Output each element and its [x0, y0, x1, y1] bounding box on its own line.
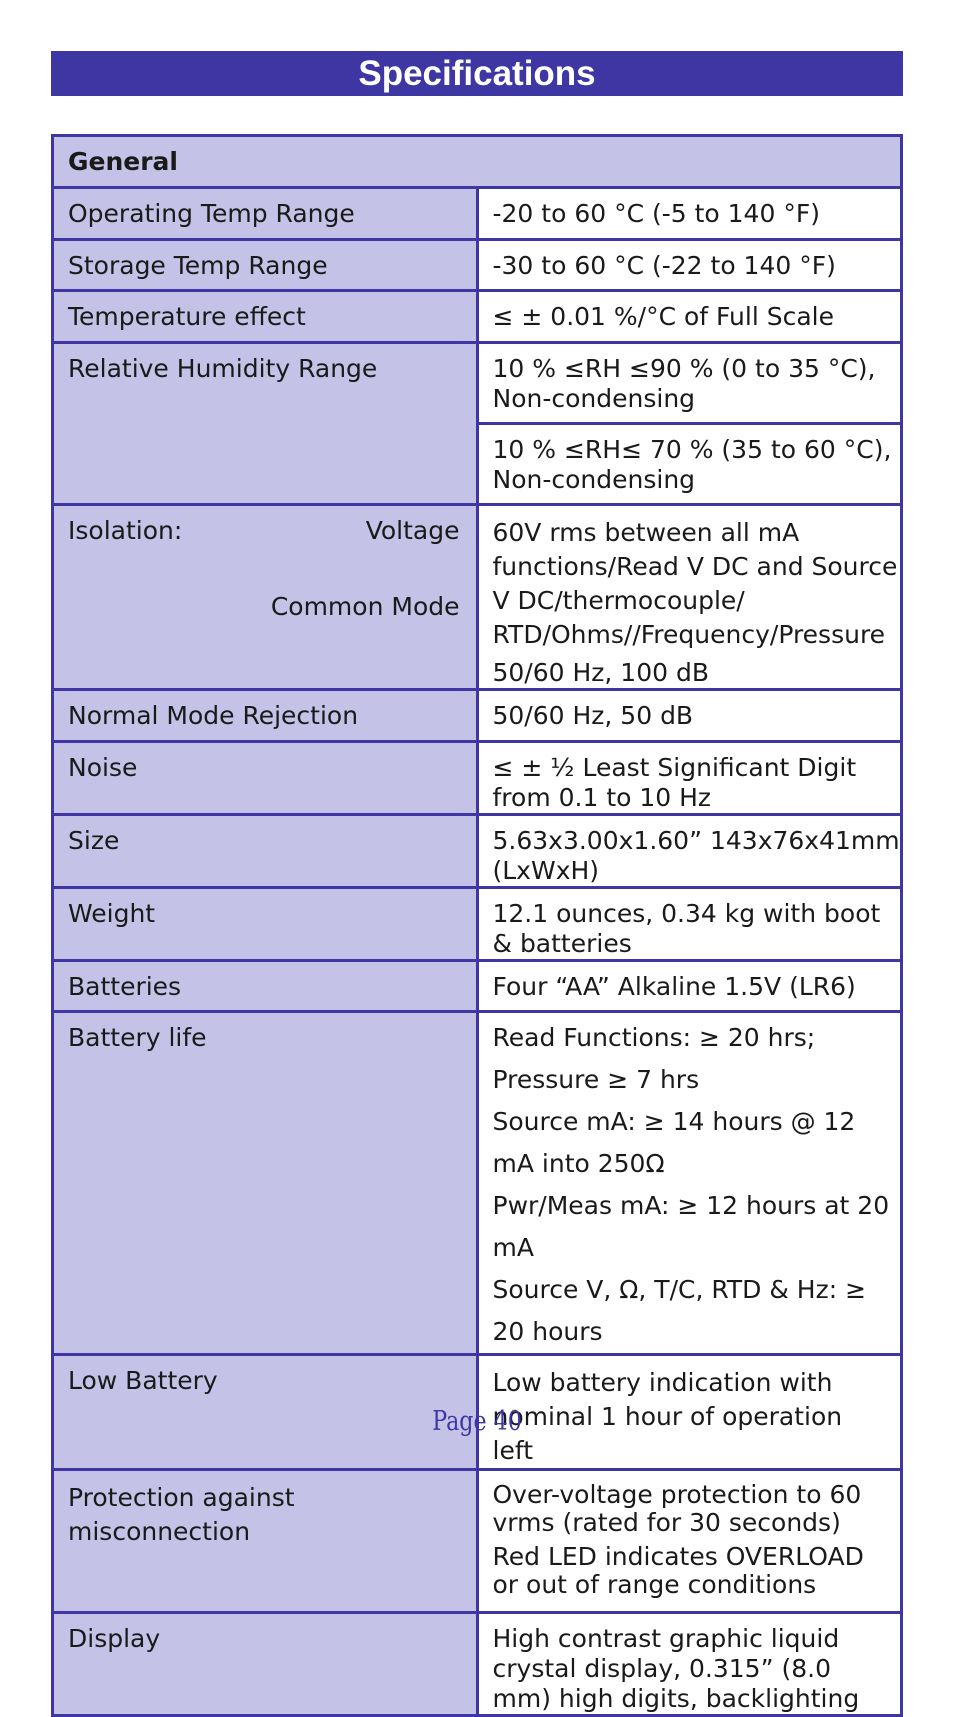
spec-value: 50/60 Hz, 50 dB — [477, 690, 902, 742]
spec-value: 10 % ≤RH ≤90 % (0 to 35 °C), Non-condensing — [477, 343, 902, 424]
table-row — [53, 1012, 902, 1355]
protection-value-1: Over-voltage protection to 60 vrms (rated for 30 seconds) — [492, 1480, 862, 1537]
spec-label: Temperature effect — [53, 291, 478, 343]
spec-label: Low Battery — [53, 1355, 478, 1470]
battery-life-line: Read Functions: ≥ 20 hrs; Pressure ≥ 7 hrs — [492, 1023, 816, 1094]
table-row — [53, 690, 902, 742]
page-number: Page 40 — [432, 1406, 522, 1437]
voltage-value: 60V rms between all mA functions/Read V DC and Source V DC/thermocouple/ RTD/Ohms//Frequency/Pressure — [492, 518, 898, 649]
spec-label: Relative Humidity Range — [53, 343, 478, 505]
isolation-value-cell — [477, 505, 902, 690]
spec-value: Low battery indication with nominal 1 hour of operation left — [477, 1355, 902, 1470]
spec-value: 12.1 ounces, 0.34 kg with boot & batteries — [477, 888, 902, 961]
protection-value-cell — [477, 1470, 902, 1613]
spec-label: Normal Mode Rejection — [53, 690, 478, 742]
spec-label: Size — [53, 815, 478, 888]
table-row — [53, 188, 902, 240]
battery-life-line: Source V, Ω, T/C, RTD & Hz: ≥ 20 hours — [492, 1275, 867, 1346]
isolation-label-cell — [53, 505, 478, 690]
spec-value: ≤ ± 0.01 %/°C of Full Scale — [477, 291, 902, 343]
table-row — [53, 742, 902, 815]
spec-label: Operating Temp Range — [53, 188, 478, 240]
table-row — [53, 961, 902, 1012]
spec-label: Noise — [53, 742, 478, 815]
spec-label: Battery life — [53, 1012, 478, 1355]
protection-value-2: Red LED indicates OVERLOAD or out of range conditions — [492, 1542, 864, 1599]
spec-value: Four “AA” Alkaline 1.5V (LR6) — [477, 961, 902, 1012]
table-row — [53, 240, 902, 291]
table-row — [53, 1613, 902, 1716]
table-row — [53, 136, 902, 188]
spec-value: -20 to 60 °C (-5 to 140 °F) — [477, 188, 902, 240]
voltage-label: Voltage — [365, 516, 460, 545]
common-mode-value: 50/60 Hz, 100 dB — [492, 658, 709, 687]
table-row — [53, 1470, 902, 1613]
spec-label: Storage Temp Range — [53, 240, 478, 291]
spec-label: Protection against misconnection — [53, 1470, 478, 1613]
spec-value: 10 % ≤RH≤ 70 % (35 to 60 °C), Non-condensing — [477, 424, 902, 505]
table-row — [53, 505, 902, 690]
spec-label: Display — [53, 1613, 478, 1716]
table-row — [53, 888, 902, 961]
spec-value: ≤ ± ½ Least Significant Digit from 0.1 to 10 Hz — [477, 742, 902, 815]
spec-label: Weight — [53, 888, 478, 961]
isolation-label: Isolation: — [68, 516, 183, 545]
spec-value: 5.63x3.00x1.60” 143x76x41mm (LxWxH) — [477, 815, 902, 888]
specifications-table — [51, 134, 903, 1717]
section-header: General — [53, 136, 902, 188]
spec-value: High contrast graphic liquid crystal display, 0.315” (8.0 mm) high digits, backlighting — [477, 1613, 902, 1716]
isolation-voltage-line — [68, 516, 476, 546]
table-row — [53, 815, 902, 888]
table-row — [53, 291, 902, 343]
battery-life-line: Source mA: ≥ 14 hours @ 12 mA into 250Ω — [492, 1107, 856, 1178]
page-title: Specifications — [51, 51, 903, 96]
common-mode-label: Common Mode — [270, 592, 460, 621]
battery-life-line: Pwr/Meas mA: ≥ 12 hours at 20 mA — [492, 1191, 890, 1262]
battery-life-values — [477, 1012, 902, 1355]
spec-value: -30 to 60 °C (-22 to 140 °F) — [477, 240, 902, 291]
spec-label: Batteries — [53, 961, 478, 1012]
table-row — [53, 343, 902, 424]
